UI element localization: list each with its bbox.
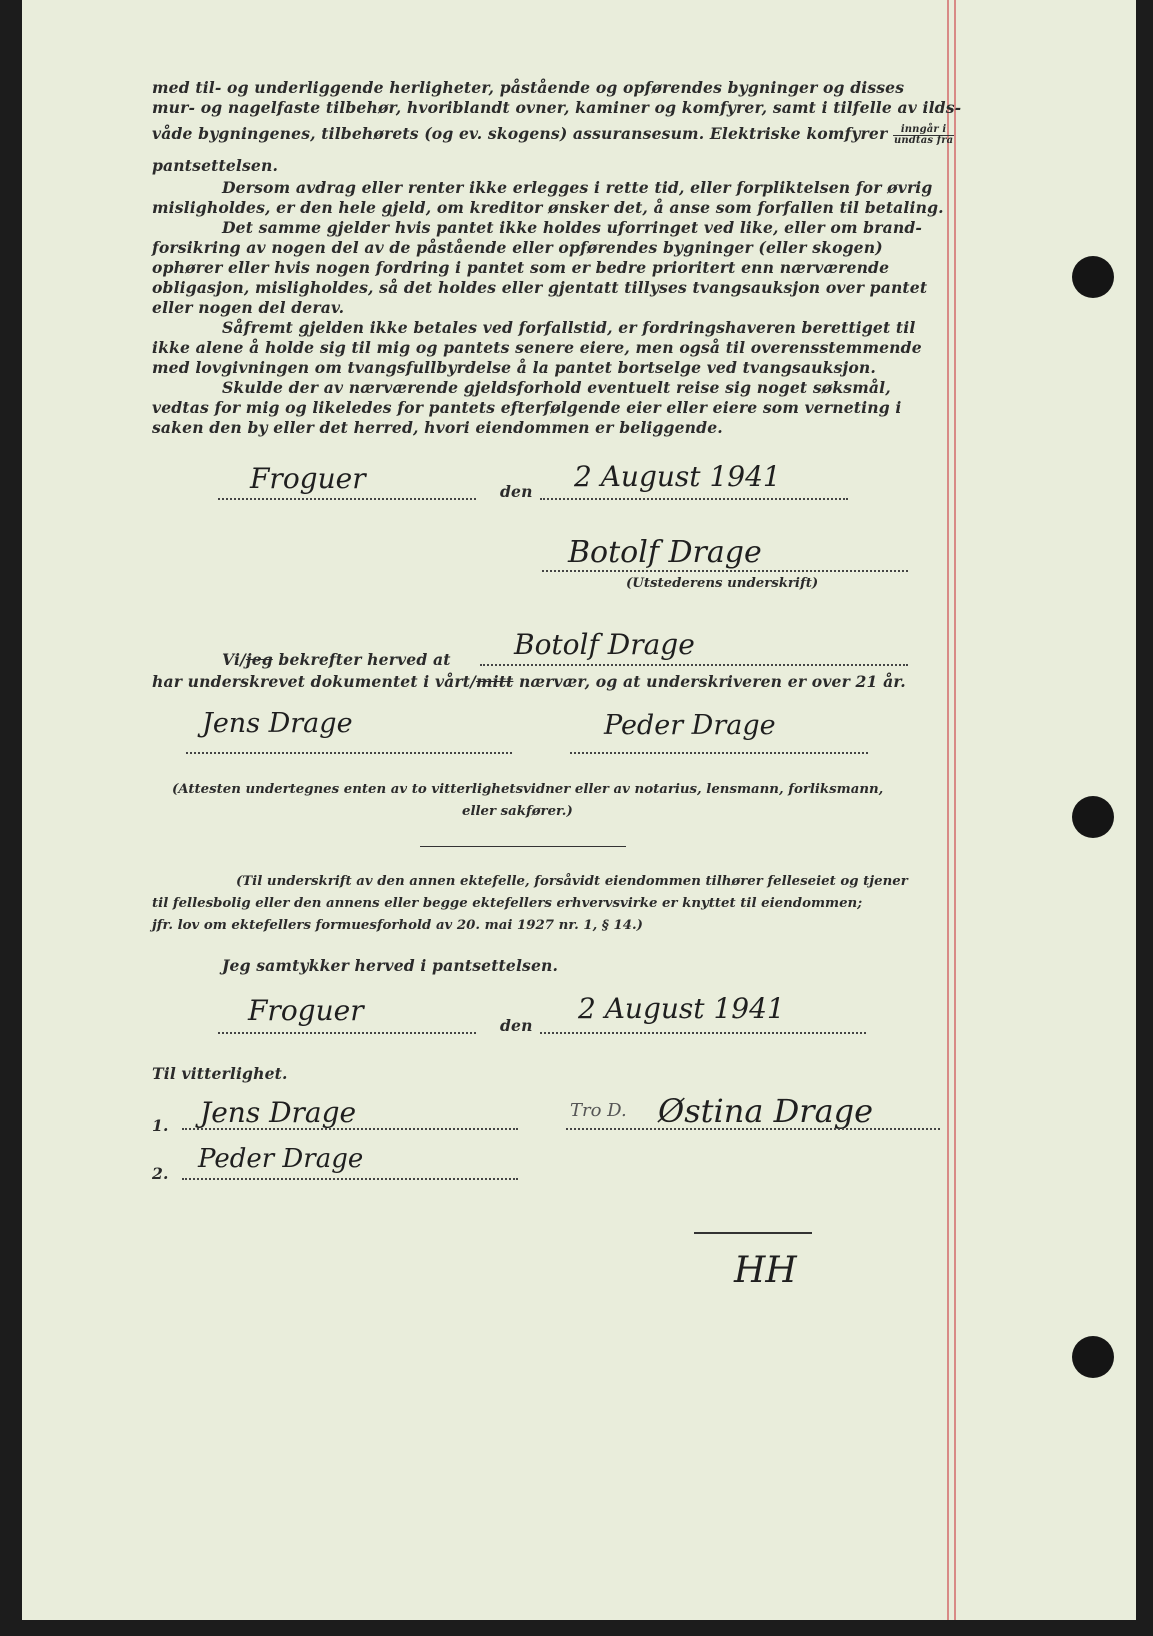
body-line-14: med lovgivningen om tvangsfullbyrdelse å la pantet bortselge ved tvangsauksjon. <box>152 358 876 377</box>
confirm-name-dots <box>480 664 908 666</box>
first-date-place: Froguer <box>250 462 366 495</box>
second-date-dots <box>540 1032 866 1034</box>
vitterlighet-1-dots <box>182 1128 518 1130</box>
spouse-note-line-3: jfr. lov om ektefellers formuesforhold av 20. mai 1927 nr. 1, § 14.) <box>152 918 643 933</box>
punch-hole-bottom <box>1072 1336 1114 1378</box>
initials-line <box>694 1232 812 1234</box>
issuer-signature: Botolf Drage <box>568 535 762 570</box>
body-line-6: misligholdes, er den hele gjeld, om kreditor ønsker det, å anse som forfallen til betaling. <box>152 198 944 217</box>
paper-sheet <box>22 0 1136 1620</box>
witness-signature-2: Peder Drage <box>604 710 776 741</box>
second-date-den: den <box>500 1016 533 1035</box>
body-line-11: eller nogen del derav. <box>152 298 345 317</box>
fraction-top: inngår i <box>893 125 954 136</box>
punch-hole-middle <box>1072 796 1114 838</box>
witness-2-dots <box>570 752 868 754</box>
confirm-line-1 <box>222 650 451 669</box>
initials-mark: HH <box>734 1250 797 1291</box>
body-line-15: Skulde der av nærværende gjeldsforhold eventuelt reise sig noget søksmål, <box>222 378 891 397</box>
spouse-signature: Østina Drage <box>658 1092 874 1130</box>
body-line-12: Såfremt gjelden ikke betales ved forfallstid, er fordringshaveren berettiget til <box>222 318 916 337</box>
body-line-10: obligasjon, misligholdes, så det holdes eller gjentatt tillyses tvangsauksjon over pantet <box>152 278 928 297</box>
body-line-7: Det samme gjelder hvis pantet ikke holdes uforringet ved like, eller om brand- <box>222 218 923 237</box>
body-line-13: ikke alene å holde sig til mig og pantets senere eiere, men også til overensstemmende <box>152 338 922 357</box>
witness-signature-1: Jens Drage <box>202 708 353 739</box>
spouse-prefix: Tro D. <box>570 1100 627 1121</box>
til-vitterlighet-label: Til vitterlighet. <box>152 1064 288 1083</box>
first-place-dots <box>218 498 476 500</box>
witness-number-2: 2. <box>152 1164 169 1183</box>
body-line-4: pantsettelsen. <box>152 156 279 175</box>
second-place-dots <box>218 1032 476 1034</box>
margin-rule-right <box>954 0 956 1620</box>
vitterlighet-witness-2: Peder Drage <box>198 1144 364 1174</box>
confirm-middle: bekrefter herved at <box>272 650 451 669</box>
spouse-note-line-2: til fellesbolig eller den annens eller begge ektefellers erhvervsvirke er knyttet til eiendommen; <box>152 896 863 911</box>
punch-hole-top <box>1072 256 1114 298</box>
body-line-17: saken den by eller det herred, hvori eiendommen er beliggende. <box>152 418 723 437</box>
consent-text: Jeg samtykker herved i pantsettelsen. <box>222 956 559 975</box>
first-date-value: 2 August 1941 <box>574 460 781 493</box>
second-date-place: Froguer <box>248 994 364 1027</box>
confirm-struck-jeg: jeg <box>245 650 273 669</box>
body-line-9: ophører eller hvis nogen fordring i pantet som er bedre prioritert enn nærværende <box>152 258 890 277</box>
confirm-prefix: Vi/ <box>222 650 246 669</box>
attest-note-line-2: eller sakfører.) <box>462 804 573 819</box>
vitterlighet-2-dots <box>182 1178 518 1180</box>
first-date-den: den <box>500 482 533 501</box>
issuer-caption: (Utstederens underskrift) <box>626 576 819 591</box>
body-line-3 <box>152 124 954 146</box>
second-date-value: 2 August 1941 <box>578 992 785 1025</box>
attest-note-line-1: (Attesten undertegnes enten av to vitterlighetsvidner eller av notarius, lensmann, forliksmann, <box>172 782 884 797</box>
witness-number-1: 1. <box>152 1116 169 1135</box>
spouse-note-line-1: (Til underskrift av den annen ektefelle, forsåvidt eiendommen tilhører felleseiet og tjener <box>236 874 908 889</box>
komfyr-fraction <box>893 125 954 146</box>
confirm-line-2 <box>152 672 906 691</box>
body-line-16: vedtas for mig og likeledes for pantets efterfølgende eier eller eiere som verneting i <box>152 398 902 417</box>
body-line-2: mur- og nagelfaste tilbehør, hvoriblandt ovner, kaminer og komfyrer, samt i tilfelle av ilds- <box>152 98 962 117</box>
witness-1-dots <box>186 752 512 754</box>
first-date-dots <box>540 498 848 500</box>
confirmed-name: Botolf Drage <box>514 628 695 661</box>
body-line-1: med til- og underliggende herligheter, påstående og opførendes bygninger og disses <box>152 78 905 97</box>
body-line-3-text: våde bygningenes, tilbehørets (og ev. skogens) assuransesum. Elektriske komfyrer <box>152 124 888 143</box>
margin-rule-left <box>947 0 949 1620</box>
confirm-struck-mitt: mitt <box>475 672 514 691</box>
confirm-line2-b: nærvær, og at underskriveren er over 21 år. <box>513 672 906 691</box>
body-line-5: Dersom avdrag eller renter ikke erlegges i rette tid, eller forpliktelsen for øvrig <box>222 178 933 197</box>
issuer-signature-dots <box>542 570 908 572</box>
body-line-8: forsikring av nogen del av de påstående eller opførendes bygninger (eller skogen) <box>152 238 883 257</box>
section-divider <box>420 846 626 847</box>
confirm-line2-a: har underskrevet dokumentet i vårt/ <box>152 672 476 691</box>
spouse-signature-dots <box>566 1128 940 1130</box>
vitterlighet-witness-1: Jens Drage <box>200 1096 357 1129</box>
fraction-bottom: undtas fra <box>893 134 954 146</box>
